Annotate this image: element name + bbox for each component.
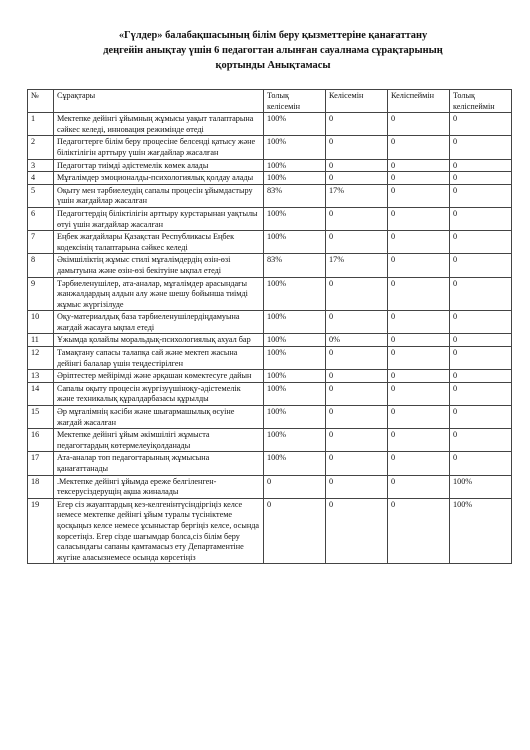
row-number-cell: 15 <box>28 406 54 429</box>
question-cell: Ата-аналар топ педагогтарының жұмысына қанағаттанады <box>54 452 264 475</box>
question-cell: Әр мұғалімнің кәсіби және шығармашылық өсуіне жағдай жасалған <box>54 406 264 429</box>
table-row <box>28 136 512 159</box>
table-row <box>28 406 512 429</box>
fully-disagree-cell: 0 <box>450 382 512 405</box>
fully-disagree-cell: 0 <box>450 207 512 230</box>
table-row <box>28 311 512 334</box>
table-row <box>28 207 512 230</box>
question-cell: Педагогтердің біліктілігін арттыру курстарынан уақтылы өтуі үшін жағдайлар жасалған <box>54 207 264 230</box>
fully-agree-cell: 100% <box>264 311 326 334</box>
question-cell: Педагогтерге білім беру процесіне белсенді қатысу және біліктілігін арттыру үшін жағдайлар жасалған <box>54 136 264 159</box>
fully-disagree-cell: 0 <box>450 136 512 159</box>
question-cell: Сапалы оқыту процесін жүргізуүшіноқу-әдістемелік және техникалық құралдарбазасы құрылды <box>54 382 264 405</box>
fully-disagree-cell: 0 <box>450 231 512 254</box>
disagree-cell: 0 <box>388 311 450 334</box>
table-row <box>28 382 512 405</box>
agree-cell: 0 <box>326 231 388 254</box>
table-row <box>28 159 512 172</box>
fully-agree-cell: 100% <box>264 406 326 429</box>
agree-cell: 0 <box>326 406 388 429</box>
disagree-cell: 0 <box>388 231 450 254</box>
table-row <box>28 498 512 564</box>
row-number-cell: 16 <box>28 429 54 452</box>
fully-agree-cell: 100% <box>264 136 326 159</box>
fully-agree-cell: 100% <box>264 207 326 230</box>
title-line-1: «Гүлдер» балабақшасының білім беру қызметтеріне қанағаттану <box>118 30 428 41</box>
agree-cell: 0 <box>326 172 388 185</box>
disagree-cell: 0 <box>388 347 450 370</box>
title-line-3: қортынды Анықтамасы <box>215 60 331 71</box>
agree-cell: 0 <box>326 382 388 405</box>
disagree-cell: 0 <box>388 159 450 172</box>
fully-disagree-cell: 0 <box>450 159 512 172</box>
agree-cell: 0 <box>326 498 388 564</box>
fully-agree-cell: 100% <box>264 370 326 383</box>
disagree-cell: 0 <box>388 172 450 185</box>
agree-cell: 17% <box>326 254 388 277</box>
fully-agree-cell: 100% <box>264 429 326 452</box>
disagree-cell: 0 <box>388 136 450 159</box>
disagree-cell: 0 <box>388 370 450 383</box>
fully-disagree-cell: 0 <box>450 429 512 452</box>
agree-cell: 0 <box>326 347 388 370</box>
agree-cell: 17% <box>326 184 388 207</box>
header-fully-agree: Толық келісемін <box>264 90 326 113</box>
row-number-cell: 5 <box>28 184 54 207</box>
question-cell: Ұжымда қолайлы моральдық-психологиялық ахуал бар <box>54 334 264 347</box>
agree-cell: 0 <box>326 370 388 383</box>
fully-agree-cell: 83% <box>264 184 326 207</box>
fully-disagree-cell: 0 <box>450 113 512 136</box>
fully-agree-cell: 100% <box>264 382 326 405</box>
row-number-cell: 7 <box>28 231 54 254</box>
fully-agree-cell: 100% <box>264 277 326 311</box>
table-row <box>28 334 512 347</box>
row-number-cell: 14 <box>28 382 54 405</box>
agree-cell: 0 <box>326 429 388 452</box>
disagree-cell: 0 <box>388 277 450 311</box>
disagree-cell: 0 <box>388 254 450 277</box>
table-row <box>28 231 512 254</box>
disagree-cell: 0 <box>388 184 450 207</box>
fully-disagree-cell: 100% <box>450 475 512 498</box>
row-number-cell: 1 <box>28 113 54 136</box>
table-row <box>28 277 512 311</box>
fully-agree-cell: 100% <box>264 452 326 475</box>
table-row <box>28 452 512 475</box>
table-row <box>28 347 512 370</box>
table-row <box>28 475 512 498</box>
row-number-cell: 8 <box>28 254 54 277</box>
fully-agree-cell: 100% <box>264 231 326 254</box>
agree-cell: 0% <box>326 334 388 347</box>
survey-results-table <box>27 89 512 564</box>
header-fully-disagree: Толық келіспеймін <box>450 90 512 113</box>
disagree-cell: 0 <box>388 207 450 230</box>
fully-disagree-cell: 0 <box>450 347 512 370</box>
disagree-cell: 0 <box>388 429 450 452</box>
disagree-cell: 0 <box>388 452 450 475</box>
question-cell: Әкімшіліктің жұмыс стилі мұғалімдердің өзін-өзі дамытуына және өзін-өзі бекітуіне ықпал етеді <box>54 254 264 277</box>
fully-disagree-cell: 0 <box>450 370 512 383</box>
table-row <box>28 254 512 277</box>
table-row <box>28 429 512 452</box>
row-number-cell: 12 <box>28 347 54 370</box>
row-number-cell: 4 <box>28 172 54 185</box>
question-cell: Егер сіз жауаптардың кез-келгенінтүсіндіргіңіз келсе немесе мектепке дейінгі ұйым туралы түсініктеме қосқыңыз келсе немесе ұсыныстар бергіңіз келсе, осында көрсетіңіз. Егер сізде шағымдар болса,сіз білім беру саласындағы сапаны қамтамасыз ету Департаментіне жүгіне аласызнемесе осында көрсетіңіз <box>54 498 264 564</box>
disagree-cell: 0 <box>388 113 450 136</box>
table-row <box>28 184 512 207</box>
agree-cell: 0 <box>326 136 388 159</box>
question-cell: Оқыту мен тәрбиелеудің сапалы процесін ұйымдастыру үшін жағдайлар жасалған <box>54 184 264 207</box>
agree-cell: 0 <box>326 311 388 334</box>
agree-cell: 0 <box>326 159 388 172</box>
row-number-cell: 9 <box>28 277 54 311</box>
disagree-cell: 0 <box>388 382 450 405</box>
disagree-cell: 0 <box>388 334 450 347</box>
fully-disagree-cell: 0 <box>450 254 512 277</box>
question-cell: Педагогтар тиімді әдістемелік көмек алады <box>54 159 264 172</box>
row-number-cell: 3 <box>28 159 54 172</box>
row-number-cell: 10 <box>28 311 54 334</box>
agree-cell: 0 <box>326 452 388 475</box>
question-cell: Әріптестер мейірімді және әрқашан көмектесуге дайын <box>54 370 264 383</box>
fully-agree-cell: 0 <box>264 498 326 564</box>
disagree-cell: 0 <box>388 406 450 429</box>
fully-agree-cell: 100% <box>264 172 326 185</box>
fully-disagree-cell: 0 <box>450 184 512 207</box>
row-number-cell: 11 <box>28 334 54 347</box>
fully-disagree-cell: 0 <box>450 452 512 475</box>
table-header-row <box>28 90 512 113</box>
fully-disagree-cell: 0 <box>450 311 512 334</box>
agree-cell: 0 <box>326 277 388 311</box>
agree-cell: 0 <box>326 207 388 230</box>
table-row <box>28 172 512 185</box>
fully-agree-cell: 100% <box>264 159 326 172</box>
fully-disagree-cell: 0 <box>450 334 512 347</box>
question-cell: Тәрбиеленушілер, ата-аналар, мұғалімдер арасындағы жанжалдардың алдын алу және шешу бойынша тиімді жұмыс жүргізілуде <box>54 277 264 311</box>
row-number-cell: 18 <box>28 475 54 498</box>
disagree-cell: 0 <box>388 498 450 564</box>
fully-agree-cell: 100% <box>264 113 326 136</box>
row-number-cell: 2 <box>28 136 54 159</box>
disagree-cell: 0 <box>388 475 450 498</box>
question-cell: Мектепке дейінгі ұйым әкімшілігі жұмыста педагогтардың көтермелеуіқолданады <box>54 429 264 452</box>
fully-agree-cell: 0 <box>264 475 326 498</box>
header-disagree: Келіспеймін <box>388 90 450 113</box>
fully-agree-cell: 83% <box>264 254 326 277</box>
fully-disagree-cell: 0 <box>450 172 512 185</box>
fully-agree-cell: 100% <box>264 347 326 370</box>
question-cell: Оқу-материалдық база тәрбиеленушілердіңдамуына жағдай жасауға ықпал етеді <box>54 311 264 334</box>
row-number-cell: 13 <box>28 370 54 383</box>
fully-agree-cell: 100% <box>264 334 326 347</box>
fully-disagree-cell: 100% <box>450 498 512 564</box>
document-title <box>40 28 506 73</box>
agree-cell: 0 <box>326 475 388 498</box>
title-line-2: деңгейін анықтау үшін 6 педагогтан алынған сауалнама сұрақтарының <box>103 45 443 56</box>
row-number-cell: 17 <box>28 452 54 475</box>
row-number-cell: 19 <box>28 498 54 564</box>
fully-disagree-cell: 0 <box>450 406 512 429</box>
question-cell: Мектепке дейінгі ұйымның жұмысы уақыт талаптарына сәйкес келеді, инновация режимінде өтеді <box>54 113 264 136</box>
agree-cell: 0 <box>326 113 388 136</box>
question-cell: Еңбек жағдайлары Қазақстан Республикасы Еңбек кодексінің талаптарына сәйкес келеді <box>54 231 264 254</box>
table-row <box>28 113 512 136</box>
header-question: Сұрақтары <box>54 90 264 113</box>
header-number: № <box>28 90 54 113</box>
question-cell: .Мектепке дейінгі ұйымда ереже белгіленген-тексерусіздерущің ақша жиналады <box>54 475 264 498</box>
question-cell: Мұғалімдер эмоционалды-психологиялық қолдау алады <box>54 172 264 185</box>
row-number-cell: 6 <box>28 207 54 230</box>
fully-disagree-cell: 0 <box>450 277 512 311</box>
table-row <box>28 370 512 383</box>
header-agree: Келісемін <box>326 90 388 113</box>
question-cell: Тамақтану сапасы талапқа сай және мектеп жасына дейінгі балалар үшін теңдестірілген <box>54 347 264 370</box>
